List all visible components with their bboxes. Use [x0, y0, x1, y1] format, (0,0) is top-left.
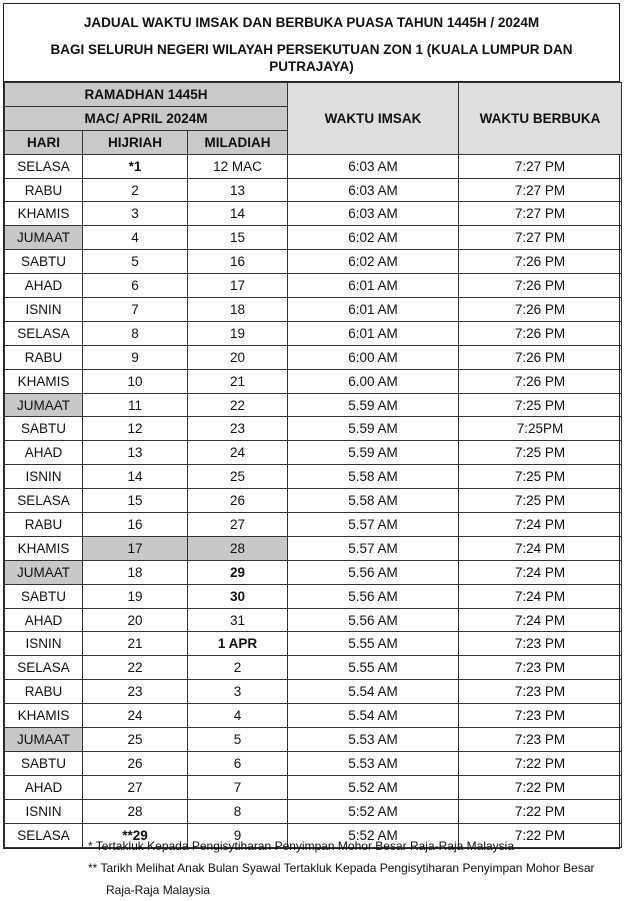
cell-hari: SELASA: [5, 823, 83, 847]
cell-berbuka: 7:26 PM: [459, 345, 622, 369]
cell-berbuka: 7:24 PM: [459, 608, 622, 632]
table-row: [5, 513, 622, 537]
cell-berbuka: 7:25 PM: [459, 465, 622, 489]
cell-hijriah: 5: [83, 250, 188, 274]
cell-hijriah: 4: [83, 226, 188, 250]
ramadhan-header: RAMADHAN 1445H: [5, 83, 288, 107]
cell-berbuka: 7:24 PM: [459, 536, 622, 560]
table-row: [5, 298, 622, 322]
cell-imsak: 5.57 AM: [288, 513, 459, 537]
cell-hijriah: 28: [83, 799, 188, 823]
cell-berbuka: 7:26 PM: [459, 369, 622, 393]
cell-berbuka: 7:26 PM: [459, 274, 622, 298]
cell-berbuka: 7:22 PM: [459, 775, 622, 799]
cell-imsak: 5.53 AM: [288, 728, 459, 752]
cell-imsak: 6:03 AM: [288, 202, 459, 226]
cell-imsak: 5.53 AM: [288, 751, 459, 775]
cell-miladiah: 28: [188, 536, 288, 560]
cell-berbuka: 7:24 PM: [459, 513, 622, 537]
cell-imsak: 6.00 AM: [288, 369, 459, 393]
table-row: [5, 489, 622, 513]
cell-hijriah: 17: [83, 536, 188, 560]
schedule-table: [4, 82, 622, 848]
cell-imsak: 5.59 AM: [288, 441, 459, 465]
berbuka-header: WAKTU BERBUKA: [459, 83, 622, 155]
cell-hijriah: 25: [83, 728, 188, 752]
cell-berbuka: 7:22 PM: [459, 799, 622, 823]
cell-hari: RABU: [5, 680, 83, 704]
cell-hari: RABU: [5, 345, 83, 369]
cell-miladiah: 16: [188, 250, 288, 274]
cell-hijriah: 3: [83, 202, 188, 226]
cell-imsak: 5.52 AM: [288, 775, 459, 799]
cell-hari: RABU: [5, 178, 83, 202]
cell-miladiah: 21: [188, 369, 288, 393]
cell-hari: SABTU: [5, 417, 83, 441]
cell-berbuka: 7:27 PM: [459, 202, 622, 226]
cell-berbuka: 7:23 PM: [459, 656, 622, 680]
cell-imsak: 5.55 AM: [288, 632, 459, 656]
cell-hijriah: 20: [83, 608, 188, 632]
imsak-header: WAKTU IMSAK: [288, 83, 459, 155]
cell-miladiah: 24: [188, 441, 288, 465]
cell-hari: KHAMIS: [5, 536, 83, 560]
cell-hijriah: 9: [83, 345, 188, 369]
hijriah-header: HIJRIAH: [83, 130, 188, 154]
cell-hijriah: **29: [83, 823, 188, 847]
table-row: [5, 369, 622, 393]
title-box: [4, 4, 619, 82]
table-row: [5, 775, 622, 799]
cell-berbuka: 7:24 PM: [459, 560, 622, 584]
cell-miladiah: 25: [188, 465, 288, 489]
cell-berbuka: 7:22 PM: [459, 823, 622, 847]
footnote-2-cont: Raja-Raja Malaysia: [106, 883, 211, 897]
cell-hari: ISNIN: [5, 799, 83, 823]
cell-hijriah: 24: [83, 704, 188, 728]
title-line2: BAGI SELURUH NEGERI WILAYAH PERSEKUTUAN ZON 1 (KUALA LUMPUR DAN PUTRAJAYA): [50, 42, 573, 74]
cell-miladiah: 26: [188, 489, 288, 513]
cell-miladiah: 14: [188, 202, 288, 226]
cell-miladiah: 3: [188, 680, 288, 704]
cell-imsak: 5.56 AM: [288, 560, 459, 584]
cell-berbuka: 7:26 PM: [459, 321, 622, 345]
cell-imsak: 5.54 AM: [288, 704, 459, 728]
cell-imsak: 5.59 AM: [288, 393, 459, 417]
cell-imsak: 5.56 AM: [288, 608, 459, 632]
cell-miladiah: 22: [188, 393, 288, 417]
cell-miladiah: 18: [188, 298, 288, 322]
table-row: [5, 250, 622, 274]
table-row: [5, 656, 622, 680]
cell-miladiah: 27: [188, 513, 288, 537]
cell-miladiah: 1 APR: [188, 632, 288, 656]
cell-miladiah: 15: [188, 226, 288, 250]
cell-hari: KHAMIS: [5, 704, 83, 728]
table-row: [5, 417, 622, 441]
hari-header: HARI: [5, 130, 83, 154]
cell-hijriah: 10: [83, 369, 188, 393]
cell-imsak: 6:00 AM: [288, 345, 459, 369]
cell-hari: KHAMIS: [5, 202, 83, 226]
cell-berbuka: 7:23 PM: [459, 704, 622, 728]
cell-hijriah: 23: [83, 680, 188, 704]
cell-hijriah: 2: [83, 178, 188, 202]
cell-hijriah: 18: [83, 560, 188, 584]
cell-hijriah: 11: [83, 393, 188, 417]
cell-miladiah: 4: [188, 704, 288, 728]
table-row: [5, 345, 622, 369]
month-header: MAC/ APRIL 2024M: [5, 106, 288, 130]
table-row: [5, 704, 622, 728]
cell-berbuka: 7:23 PM: [459, 728, 622, 752]
cell-hari: JUMAAT: [5, 226, 83, 250]
footnotes: [88, 835, 618, 901]
table-row: [5, 680, 622, 704]
cell-hari: SABTU: [5, 250, 83, 274]
cell-berbuka: 7:23 PM: [459, 632, 622, 656]
cell-imsak: 5.59 AM: [288, 417, 459, 441]
cell-hijriah: 7: [83, 298, 188, 322]
table-row: [5, 799, 622, 823]
cell-imsak: 5.54 AM: [288, 680, 459, 704]
cell-hari: AHAD: [5, 608, 83, 632]
cell-hari: SABTU: [5, 751, 83, 775]
cell-hijriah: 8: [83, 321, 188, 345]
cell-hari: JUMAAT: [5, 560, 83, 584]
cell-miladiah: 12 MAC: [188, 154, 288, 178]
cell-berbuka: 7:25 PM: [459, 393, 622, 417]
cell-hijriah: 22: [83, 656, 188, 680]
cell-imsak: 5.55 AM: [288, 656, 459, 680]
cell-imsak: 6:03 AM: [288, 178, 459, 202]
cell-hari: KHAMIS: [5, 369, 83, 393]
cell-miladiah: 17: [188, 274, 288, 298]
table-row: [5, 536, 622, 560]
table-row: [5, 560, 622, 584]
cell-hari: ISNIN: [5, 298, 83, 322]
cell-miladiah: 20: [188, 345, 288, 369]
table-row: [5, 178, 622, 202]
cell-miladiah: 9: [188, 823, 288, 847]
cell-imsak: 6:02 AM: [288, 250, 459, 274]
cell-imsak: 6:01 AM: [288, 298, 459, 322]
cell-miladiah: 7: [188, 775, 288, 799]
cell-imsak: 6:01 AM: [288, 321, 459, 345]
cell-hijriah: 21: [83, 632, 188, 656]
cell-hari: ISNIN: [5, 632, 83, 656]
table-body: [5, 154, 622, 847]
cell-hijriah: 27: [83, 775, 188, 799]
cell-berbuka: 7:27 PM: [459, 226, 622, 250]
cell-imsak: 5:52 AM: [288, 823, 459, 847]
cell-miladiah: 23: [188, 417, 288, 441]
cell-hijriah: 19: [83, 584, 188, 608]
cell-hijriah: 26: [83, 751, 188, 775]
cell-hari: JUMAAT: [5, 728, 83, 752]
cell-hari: SELASA: [5, 154, 83, 178]
cell-miladiah: 8: [188, 799, 288, 823]
table-row: [5, 608, 622, 632]
cell-hijriah: 16: [83, 513, 188, 537]
schedule-sheet: [3, 3, 620, 849]
cell-miladiah: 13: [188, 178, 288, 202]
title-line1: JADUAL WAKTU IMSAK DAN BERBUKA PUASA TAHUN 1445H / 2024M: [83, 15, 540, 30]
cell-imsak: 5.58 AM: [288, 465, 459, 489]
cell-imsak: 5.58 AM: [288, 489, 459, 513]
cell-hari: SELASA: [5, 656, 83, 680]
cell-imsak: 6:03 AM: [288, 154, 459, 178]
table-row: [5, 465, 622, 489]
table-row: [5, 154, 622, 178]
cell-hijriah: 14: [83, 465, 188, 489]
miladiah-header: MILADIAH: [188, 130, 288, 154]
cell-imsak: 5.56 AM: [288, 584, 459, 608]
table-row: [5, 321, 622, 345]
table-row: [5, 226, 622, 250]
cell-hari: JUMAAT: [5, 393, 83, 417]
cell-miladiah: 30: [188, 584, 288, 608]
cell-hari: SELASA: [5, 489, 83, 513]
cell-hijriah: 12: [83, 417, 188, 441]
cell-hijriah: 6: [83, 274, 188, 298]
cell-hari: AHAD: [5, 274, 83, 298]
cell-hijriah: *1: [83, 154, 188, 178]
table-row: [5, 274, 622, 298]
table-row: [5, 393, 622, 417]
cell-imsak: 5:52 AM: [288, 799, 459, 823]
cell-imsak: 5.57 AM: [288, 536, 459, 560]
cell-hari: ISNIN: [5, 465, 83, 489]
cell-imsak: 6:01 AM: [288, 274, 459, 298]
cell-berbuka: 7:25PM: [459, 417, 622, 441]
table-row: [5, 751, 622, 775]
cell-berbuka: 7:26 PM: [459, 298, 622, 322]
table-row: [5, 441, 622, 465]
table-row: [5, 728, 622, 752]
cell-berbuka: 7:27 PM: [459, 154, 622, 178]
table-row: [5, 632, 622, 656]
table-row: [5, 584, 622, 608]
footnote-1: * Tertakluk Kepada Pengisytiharan Penyimpan Mohor Besar Raja-Raja Malaysia: [88, 839, 514, 853]
cell-hijriah: 15: [83, 489, 188, 513]
cell-hari: AHAD: [5, 775, 83, 799]
cell-imsak: 6:02 AM: [288, 226, 459, 250]
cell-berbuka: 7:25 PM: [459, 441, 622, 465]
cell-miladiah: 29: [188, 560, 288, 584]
cell-berbuka: 7:26 PM: [459, 250, 622, 274]
cell-miladiah: 31: [188, 608, 288, 632]
cell-berbuka: 7:23 PM: [459, 680, 622, 704]
cell-berbuka: 7:25 PM: [459, 489, 622, 513]
cell-miladiah: 2: [188, 656, 288, 680]
cell-miladiah: 6: [188, 751, 288, 775]
cell-berbuka: 7:27 PM: [459, 178, 622, 202]
cell-berbuka: 7:24 PM: [459, 584, 622, 608]
cell-berbuka: 7:22 PM: [459, 751, 622, 775]
cell-hari: RABU: [5, 513, 83, 537]
cell-miladiah: 19: [188, 321, 288, 345]
footnote-2: ** Tarikh Melihat Anak Bulan Syawal Tertakluk Kepada Pengisytiharan Penyimpan Mohor Besar: [88, 861, 595, 875]
cell-hari: AHAD: [5, 441, 83, 465]
cell-hijriah: 13: [83, 441, 188, 465]
cell-miladiah: 5: [188, 728, 288, 752]
cell-hari: SABTU: [5, 584, 83, 608]
table-row: [5, 202, 622, 226]
cell-hari: SELASA: [5, 321, 83, 345]
